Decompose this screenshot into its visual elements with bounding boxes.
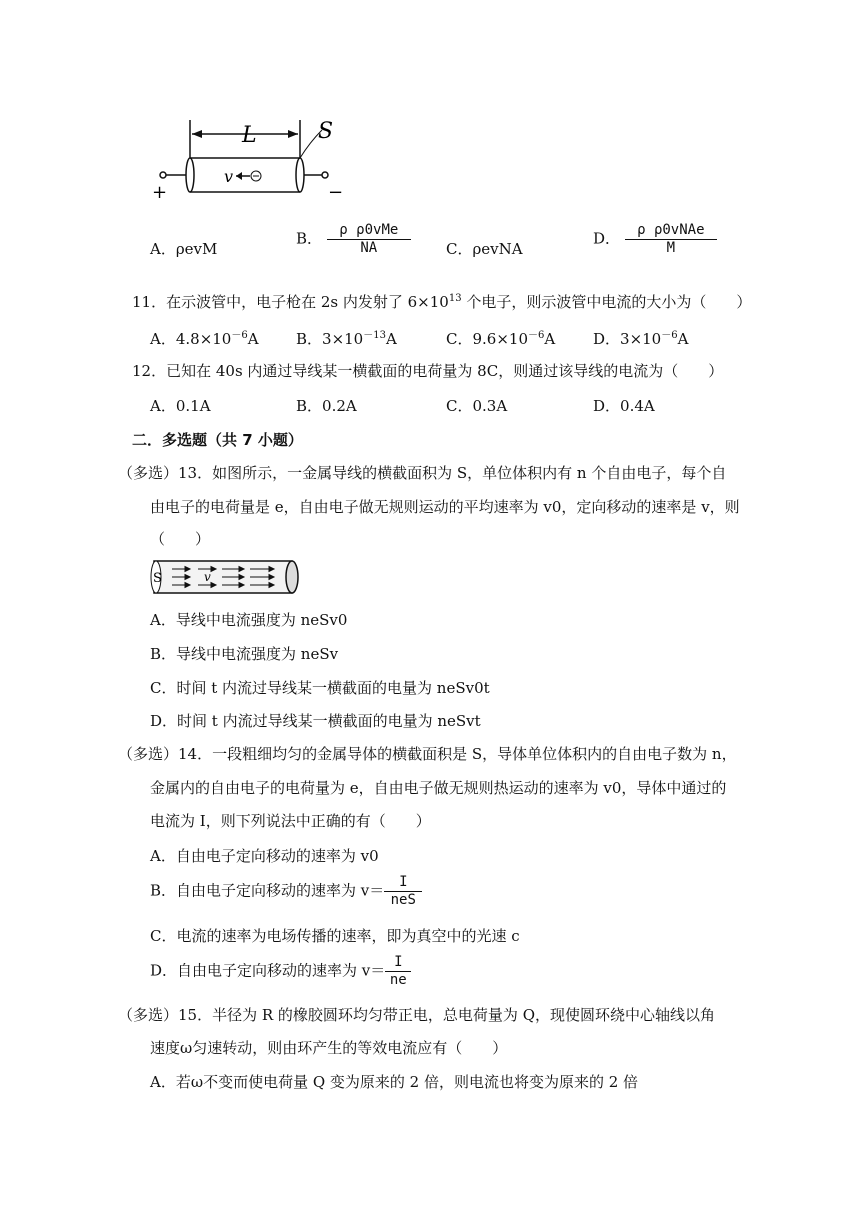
- q13-line1: （多选）13．如图所示，一金属导线的横截面积为 S，单位体积内有 n 个自由电子，每个自: [118, 464, 727, 482]
- q13-line2: 由电子的电荷量是 e，自由电子做无规则运动的平均速率为 v0，定向移动的速率是 v，则: [150, 498, 740, 516]
- conductor-figure: [150, 112, 350, 204]
- q14-line1: （多选）14．一段粗细均匀的金属导体的横截面积是 S，导体单位体积内的自由电子数为 n，: [118, 745, 737, 763]
- minus-sign: −: [328, 182, 344, 203]
- q12-option-c: C．0.3A: [446, 397, 508, 415]
- q12-stem: 12．已知在 40s 内通过导线某一横截面的电荷量为 8C，则通过该导线的电流为（ ）: [132, 362, 724, 380]
- q14-line3: 电流为 I，则下列说法中正确的有（ ）: [150, 812, 431, 830]
- q10-option-d: D． $\frac{\text{ρ ρ0vNAe}}{M}$: [593, 222, 717, 257]
- q12-option-d: D．0.4A: [593, 397, 655, 415]
- q14-line2: 金属内的自由电子的电荷量为 e，自由电子做无规则热运动的速率为 v0，导体中通过的: [150, 779, 727, 797]
- q11-stem: 11．在示波管中，电子枪在 2s 内发射了 $6\times 10^{13}$ 个电子，则示波管中电流的大小为（ ）: [132, 293, 752, 311]
- q14-option-b: B．自由电子定向移动的速率为 v＝ $\frac{I}{\text{neS}}$: [150, 874, 422, 909]
- wire-v-label: v: [204, 570, 211, 584]
- q15-line1: （多选）15．半径为 R 的橡胶圆环均匀带正电，总电荷量为 Q，现使圆环绕中心轴线以角: [118, 1006, 715, 1024]
- q14-option-c: C．电流的速率为电场传播的速率，即为真空中的光速 c: [150, 927, 520, 945]
- velocity-label: v: [224, 167, 234, 186]
- section-heading: 二．多选题（共 7 小题）: [132, 431, 303, 449]
- q12-option-a: A．0.1A: [150, 397, 211, 415]
- q15-line2: 速度ω匀速转动，则由环产生的等效电流应有（ ）: [150, 1039, 508, 1057]
- q10-b-fraction: $\frac{\text{ρ ρ0vMe}}{NA}$: [327, 222, 411, 257]
- q14-option-d: D．自由电子定向移动的速率为 v＝ $\frac{I}{ne}$: [150, 954, 411, 989]
- q11-option-a: A．$4.8\times 10^{-6}A$: [150, 330, 259, 348]
- q14-b-fraction: $\frac{I}{\text{neS}}$: [384, 874, 422, 909]
- q14-option-a: A．自由电子定向移动的速率为 v0: [150, 847, 379, 865]
- q10-option-a: A．ρevM: [150, 240, 218, 258]
- q12-option-b: B．0.2A: [296, 397, 357, 415]
- wire-figure: [150, 557, 300, 597]
- length-label: L: [242, 123, 257, 148]
- q11-option-d: D．$3\times 10^{-6}A$: [593, 330, 689, 348]
- wire-s-label: S: [153, 571, 162, 586]
- plus-sign: +: [152, 182, 168, 203]
- q13-option-b: B．导线中电流强度为 neSv: [150, 645, 339, 663]
- q13-option-a: A．导线中电流强度为 neSv0: [150, 611, 348, 629]
- q11-option-c: C．$9.6\times 10^{-6}A$: [446, 330, 556, 348]
- q15-option-a: A．若ω不变而使电荷量 Q 变为原来的 2 倍，则电流也将变为原来的 2 倍: [150, 1073, 639, 1091]
- q11-option-b: B．$3\times 10^{-13}A$: [296, 330, 397, 348]
- q13-option-d: D．时间 t 内流过导线某一横截面的电量为 neSvt: [150, 712, 481, 730]
- q10-option-c: C．ρevNA: [446, 240, 523, 258]
- q10-option-b: B． $\frac{\text{ρ ρ0vMe}}{NA}$: [296, 222, 411, 257]
- area-label: S: [318, 119, 334, 144]
- q13-line3: （ ）: [150, 530, 211, 548]
- q14-d-fraction: $\frac{I}{ne}$: [385, 954, 411, 989]
- q13-option-c: C．时间 t 内流过导线某一横截面的电量为 neSv0t: [150, 679, 490, 697]
- q10-d-fraction: $\frac{\text{ρ ρ0vNAe}}{M}$: [625, 222, 717, 257]
